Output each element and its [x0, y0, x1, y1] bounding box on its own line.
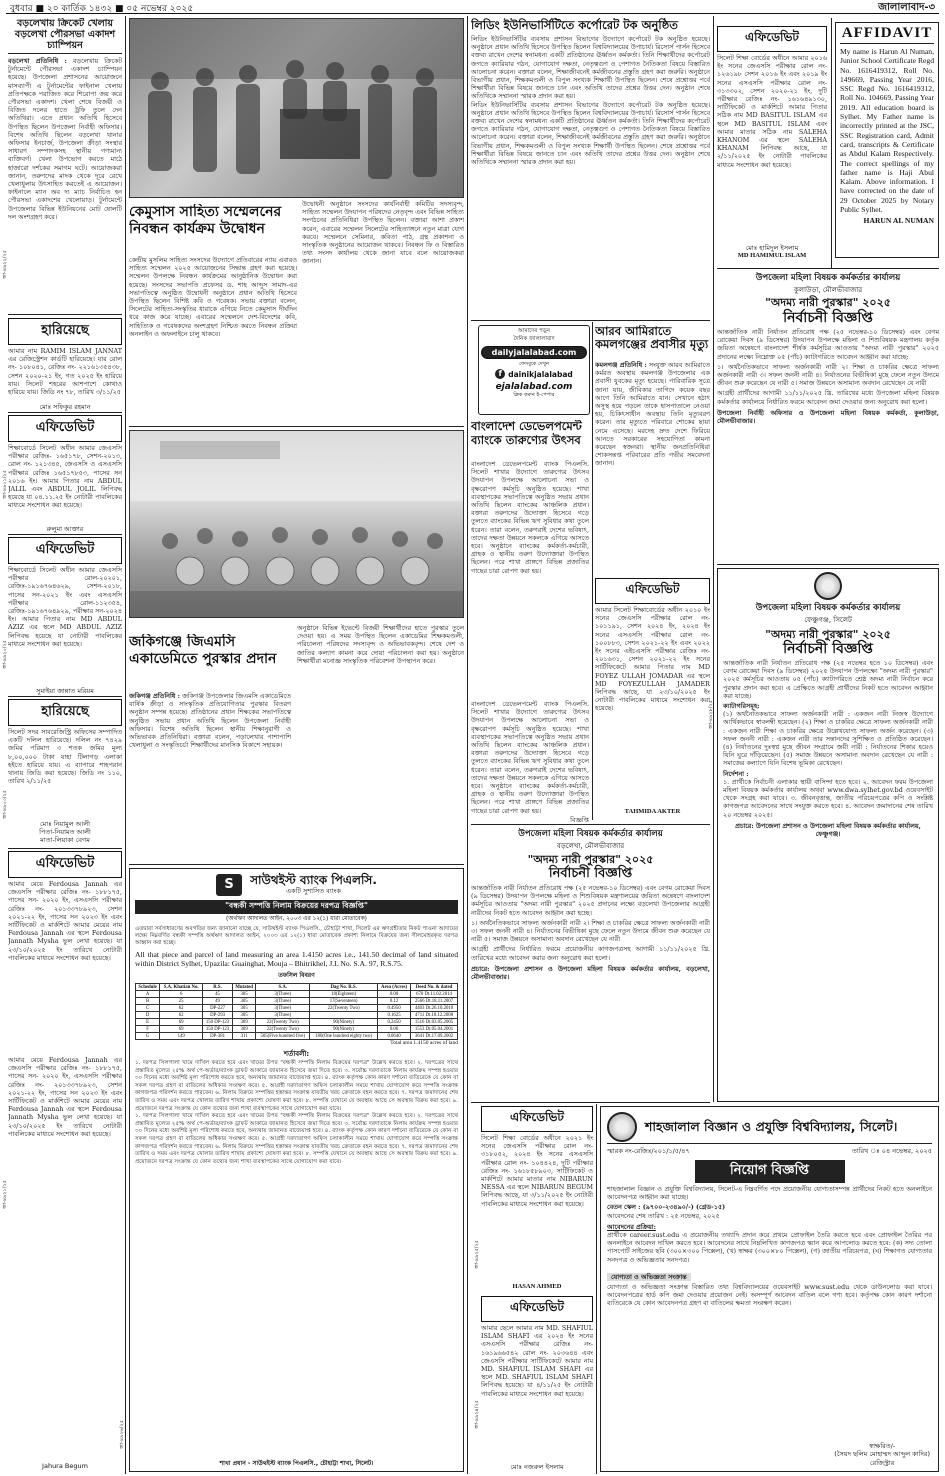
table-cell: 3(Three): [256, 998, 310, 1005]
ref-number: জা-৪৯২৬/২৫: [119, 1420, 125, 1449]
sust-qual-title: যোগ্যতা ও অভিজ্ঞতা সংক্রান্ত: [607, 1273, 691, 1281]
table-cell: 505(Five hundred five): [256, 1033, 310, 1040]
table-cell: 6: [160, 991, 203, 998]
lost-body: সিলেট সদর সাবরেজিস্ট্রি অফিসের সম্পাদিত একটি দলিল হারিয়েছে। দলিল নং ৭৪২৯ জমির পরিমাণ ৩ শতক জমির মূল্য ৮,০০,০০০ টাকা যাহা টিলাগড় এলাকা হইতে হারিয়ে যায়। এ ব্যাপারে শাহপরান থানায় জিডি করা হয়েছে। জিডি নং ১১০, তারিখ ২/১১/২৫: [8, 728, 122, 786]
government-emblem-icon: [814, 572, 842, 600]
affidavit-en-title: AFFIDAVIT: [840, 25, 934, 44]
mohila-categories: ১। অর্থনৈতিকভাবে সাফল্য অর্জনকারী নারী ২। শিক্ষা ও চাকরির ক্ষেত্রে সাফল্য অর্জনকারী নারী ৩। সফল জননী নারী ৪। নির্যাতনের বিভীষিকা মুছে ফেলে নতুন উদ্যমে জীবন শুরু করেছেন যে নারী ৫। সমাজ উন্নয়নে অসামান্য অবদান রেখেছেন যে নারী: [717, 362, 939, 388]
jmc-body-2: অনুষ্ঠানে বিভিন্ন ইভেন্টে বিজয়ী শিক্ষার্থীদের হাতে পুরস্কার তুলে দেওয়া হয়। এ সময় উপস্থিত ছিলেন একাডেমির শিক্ষকমণ্ডলী, পরিচালনা পরিষদের সদস্যবৃন্দ ও অভিভাবকবৃন্দ। শেষে দেশ ও জাতির কল্যাণ কামনা করে দোয়া পরিচালনা করা হয়। অনুষ্ঠানে শিক্ষার্থীরা মনোজ্ঞ সাংস্কৃতিক পরিবেশনা উপস্থাপন করে।: [297, 624, 464, 665]
sust-deadline: আবেদনের শেষ তারিখ : ২৫ নভেম্বর, ২০২৫: [607, 1211, 720, 1220]
mohila-kulaura-notice: [717, 272, 939, 562]
affidavit-sign: সুমাইয়া জান্নাত মরিয়ম: [36, 687, 94, 695]
affidavit-sign: মোঃ হামিদুল ইসলাম: [745, 244, 799, 252]
sust-memo-row: [607, 1146, 932, 1157]
table-cell: 17(Seventeen): [310, 998, 378, 1005]
table-cell: B: [136, 998, 160, 1005]
table-cell: 311: [232, 1033, 255, 1040]
sust-intro: শাহজালাল বিজ্ঞান ও প্রযুক্তি বিশ্ববিদ্যালয়, সিলেট-এ নিম্নবর্ণিত পদে প্রয়োজনীয় যোগ্যতাসম্পন্ন প্রার্থীদের নিকট হতে অনলাইনে আবেদনপত্র আহ্বান করা যাচ্ছে।: [607, 1185, 932, 1202]
sust-sign-name: (সৈয়দ ছলিম মোহাম্মদ আব্দুল কাদির): [834, 1450, 930, 1458]
masthead: [6, 0, 939, 14]
page-date: বুধবার ■ ২০ কার্তিক ১৪৩২ ■ ০৫ নভেম্বর ২০২৫: [10, 4, 194, 14]
promo-banner: [478, 325, 590, 415]
promo-web-link[interactable]: dailyjalalabad.com: [481, 346, 587, 359]
table-cell: 4711 Dt.18.12.2008: [411, 1012, 458, 1019]
table-cell: 305: [232, 1005, 255, 1012]
mohila-award: "অদম্য নারী পুরস্কার" ২০২৫: [765, 628, 891, 641]
event-photo: [129, 18, 464, 198]
mohila-borolekha-notice: [471, 828, 710, 1100]
lost-sign: মোঃ নিয়ামুল আলী: [40, 820, 90, 828]
table-cell: 1516 Dt.03.05.2005: [411, 1019, 458, 1026]
table-cell: C: [136, 1005, 160, 1012]
lost-body: আমার নাম RAMIM ISLAM JANNAT এর রেজিস্ট্রেশন কার্ডটি হারিয়েছে। যার রোল নং- ১০৮০৪১, রেজিঃ নং- ২২১৬১৩৫৪৩৮, সেশন ২০২০-২১ ইং, গত ২০২৫ ইং হারিয়ে যায়। সিলেট শহরের আশপাশে কোথাও হারিয়ে যায়। জিডি নং ৭৮, তারিখ ৩/১১/২৫: [8, 347, 122, 397]
leading-uni-body-cont: লিডিং ইউনিভার্সিটির ব্যবসায় প্রশাসন বিভাগের উদ্যোগে কর্পোরেট টক অনুষ্ঠিত হয়েছে। অনুষ্ঠানে প্রধান অতিথি হিসেবে উপস্থিত ছিলেন বিশ্ববিদ্যালয়ের উপাচার্য। রিসোর্স পার্সন হিসেবে বক্তব্য রাখেন দেশের স্বনামধন্য একটি প্রতিষ্ঠানের ঊর্ধ্বতন কর্মকর্তা। তিনি শিক্ষার্থীদের কর্পোরেট জগতে ক্যারিয়ার গঠন, যোগাযোগ দক্ষতা, নেতৃত্বগুণ ও পেশাগত নৈতিকতা বিষয়ে বিস্তারিত আলোচনা করেন। বক্তারা বলেন, শিক্ষাজীবনেই কর্মজীবনের প্রস্তুতি গ্রহণ করা জরুরি। অনুষ্ঠানে বিভাগীয় প্রধান, শিক্ষকমণ্ডলী ও বিপুল সংখ্যক শিক্ষার্থী উপস্থিত ছিলেন। শেষে প্রশ্নোত্তর পর্বে শিক্ষার্থীরা বিভিন্ন বিষয়ে জানতে চান এবং অতিথি তাদের প্রশ্নের উত্তর দেন। অনুষ্ঠান শেষে অতিথিকে সম্মাননা স্মারক প্রদান করা হয়।: [471, 100, 710, 167]
mohila-outro: আগ্রহী প্রার্থীদের নির্ধারিত ফরমে প্রয়োজনীয় কাগজপত্রসহ আগামী ১১/১১/২০২৫ খ্রি. তারিখের মধ্যে আবেদন করার জন্য অনুরোধ করা হলো।: [471, 945, 710, 962]
mohila-outro: আগ্রহী প্রার্থীদের আগামী ১১/১১/২০২৫ খ্রি. তারিখের মধ্যে উপজেলা মহিলা বিষয়ক কর্মকর্তার কার্যালয়ে নির্ধারিত ফরমে আবেদন জমা দেওয়ার জন্য অনুরোধ করা হলো।: [717, 389, 939, 406]
table-header: Area (Acres): [378, 984, 411, 991]
table-cell: 305: [232, 998, 255, 1005]
lost-heading: হারিয়েছে: [8, 699, 122, 726]
table-cell: 2566 Dt.18.11.2007: [411, 998, 458, 1005]
arab-headline-box: [595, 325, 710, 359]
affidavit-en-body: My name is Harun Al Numan, Junior School Certificate Regd No. 1616419312, Roll No. 149669, Passing Year 2016, SSC Regd No. 1616419312, Roll No. 104669, Passing Year 2019. All education board is Sylhet. My Father name is incorrectly printed at the JSC, SSC Registration card, Admit card, transcripts & Certificate as Abdul Kalam Respectively. The correct spellings of my father name is Haji Abul Kalam. Above information. I have corrected on the date of 29 October 2025 by Notary Public Sylhet.: [840, 47, 934, 215]
sust-qual: যোগ্যতা ও অভিজ্ঞতা সংক্রান্ত বিস্তারিত তথ্য বিশ্ববিদ্যালয়ের ওয়েবসাইট www.sust.edu থেকে ডাউনলোড করা যাবে। আবেদনপত্রের হার্ড কপি জমা দেওয়ার প্রয়োজন নেই। অসম্পূর্ণ আবেদন বাতিল বলে গণ্য হবে। কর্তৃপক্ষ কোন কারণ দর্শানো ব্যতিরেকে যে কোন আবেদনপত্র গ্রহণ বা বাতিলের ক্ষমতা সংরক্ষণ করেন।: [607, 1282, 932, 1308]
table-header: S.A.: [256, 984, 310, 991]
affidavit-shafi: [481, 1296, 593, 1456]
bd-sign: বিজ্ঞপ্তি: [570, 816, 589, 824]
mohila-intro: আন্তর্জাতিক নারী নির্যাতন প্রতিরোধ পক্ষ (২৫ নভেম্বর-১০ ডিসেম্বর) এবং বেগম রোকেয়া দিবস (৯ ডিসেম্বর) উদযাপন উপলক্ষে মহিলা ও শিশুবিষয়ক মন্ত্রণালয়ের জয়িতা অন্বেষণে বাংলাদেশ কর্মসূচির আওতায় "অদম্য নারী পুরস্কার" ২০২৫ প্রদানের লক্ষ্যে বড়লেখা উপজেলার আগ্রহী নারীদের নিকট হতে আবেদন আহ্বান করা হচ্ছে।: [471, 884, 710, 917]
table-cell: 0.4950: [378, 1005, 411, 1012]
table-cell: 3(Three): [256, 1005, 310, 1012]
table-cell: 0.0640: [378, 1033, 411, 1040]
table-cell: 22(Twenty Two): [256, 1019, 310, 1026]
arab-body: সংযুক্ত আরব আমিরাতে কর্মরত অবস্থায় কমলগঞ্জ উপজেলার এক প্রবাসী যুবকের মৃত্যু হয়েছে। পারিবারিক সূত্রে জানা যায়, জীবিকার তাগিদে কয়েক বছর আগে তিনি আমিরাতে যান। সেখানে হঠাৎ অসুস্থ হয়ে পড়লে তাকে হাসপাতালে নেওয়া হয়, চিকিৎসাধীন অবস্থায় তিনি মৃত্যুবরণ করেন। তার মৃত্যুতে পরিবারে শোকের ছায়া নেমে এসেছে। মরদেহ দ্রুত দেশে ফিরিয়ে আনতে সরকারের সহযোগিতা কামনা করেছেন স্বজনরা। স্থানীয় জনপ্রতিনিধিরা শোকসন্তপ্ত পরিবারের প্রতি গভীর সমবেদনা জানান।: [595, 361, 710, 468]
affidavit-heading: এফিডেভিট: [595, 578, 710, 604]
table-cell: D: [136, 1012, 160, 1019]
sust-proc-title: আবেদনের প্রক্রিয়া:: [607, 1222, 656, 1231]
table-cell: 309: [232, 1019, 255, 1026]
lost-sign-block: [8, 820, 122, 844]
table-cell: 309: [232, 1026, 255, 1033]
sust-job-notice: [600, 1106, 939, 1472]
table-cell: 0.06: [378, 1026, 411, 1033]
table-cell: DP-293: [203, 1012, 233, 1019]
lost-sign-father: পিতা-নিয়ামত আলী: [39, 828, 91, 836]
bank-footer: শাখা প্রধান - সাউথইস্ট ব্যাংক পিএলসি., চৌহাট্টা শাখা, সিলেট।: [219, 1460, 374, 1467]
mohila-place: ফেঞ্চুগঞ্জ, সিলেট: [804, 616, 852, 624]
table-row: [136, 1012, 458, 1019]
table-cell: 670 Dt.11.02.2014: [411, 991, 458, 998]
promo-site-link[interactable]: ejalalabad.com: [495, 382, 573, 392]
leading-uni-article: [471, 18, 710, 318]
affidavit-body: আমার মেয়ে Ferdousa Jannah এর জেএসসি পরীক্ষার রেজিঃ নং- ১৮৮১৭৫, পাসের সন- ২০২০ ইং, এসএসসি পরীক্ষার রেজিঃ নং- ২০১৩৩৭৮৯২৩, সেশন ২০২১-২২ ইং, পাসের সন ২০২৩ ইং এবং সার্টিফিকেট ও মার্কশিটে আমার মেয়ের নাম Ferdousa Jannah এর স্থলে Ferdousa Jannath Mysha ভুল লেখা হয়েছে। যা ২৩/১০/২০২৫ ইং তারিখে নোটারী পাবলিকের মাধ্যমে সংশোধন করা হয়েছে।: [8, 880, 122, 962]
bd-body-cont: বাংলাদেশ ডেভেলপমেন্ট ব্যাংক পিএলসি. সিলেট শাখার উদ্যোগে তারুণ্যের উৎসব উদযাপন উপলক্ষে আলোচনা সভা ও বৃক্ষরোপণ কর্মসূচি অনুষ্ঠিত হয়েছে। শাখা ব্যবস্থাপকের সভাপতিত্বে অনুষ্ঠিত সভায় প্রধান অতিথি ছিলেন ব্যাংকের আঞ্চলিক প্রধান। বক্তারা তরুণদের উদ্যোক্তা হিসেবে গড়ে তুলতে ব্যাংকের বিভিন্ন ঋণ সুবিধার কথা তুলে ধরেন। তারা বলেন, তরুণরাই দেশের ভবিষ্যৎ, তাদের দক্ষতা উন্নয়নে সকলকে এগিয়ে আসতে হবে। অনুষ্ঠানে ব্যাংকের কর্মকর্তা-কর্মচারী, গ্রাহক ও স্থানীয় তরুণ উদ্যোক্তারা উপস্থিত ছিলেন। পরে শাখা প্রাঙ্গণে বিভিন্ন প্রজাতির গাছের চারা রোপণ করা হয়।: [471, 700, 589, 815]
table-cell: 22(Twenty Two): [256, 1026, 310, 1033]
table-cell: 69: [160, 1019, 203, 1026]
table-cell: 305: [232, 991, 255, 998]
table-cell: 0.2450: [378, 1019, 411, 1026]
mohila-sign: প্রচারে: উপজেলা প্রশাসন ও উপজেলা মহিলা বিষয়ক কর্মকর্তার কার্যালয়, বড়লেখা, মৌলভীবাজার।: [471, 964, 710, 982]
table-row: [136, 1019, 458, 1026]
affidavit-heading: এফিডেভিট: [717, 26, 827, 52]
table-cell: 62: [160, 1012, 203, 1019]
sust-proc: প্রার্থীকে career.sust.edu এ প্রয়োজনীয় তথ্যাদি প্রদান করে প্রথমে প্রোফাইল তৈরি করতে হবে এবং প্রোফাইল তৈরির পর অনলাইনে আবেদন দাখিল করতে হবে। আবেদনের সাথে নিম্নলিখিত কাগজপত্র স্ক্যান করে আপলোড করতে হবে: (ক) সদ্য তোলা পাসপোর্ট সাইজের ছবি (৩০০×৩০০ পিক্সেল), (খ) স্বাক্ষর (৩০০×৮০ পিক্সেল), (গ) জাতীয় পরিচয়পত্র, (ঘ) শিক্ষাগত যোগ্যতার সনদপত্র ও অভিজ্ঞতার সনদপত্র।: [607, 1231, 932, 1264]
mohila-sign: উপজেলা নির্বাহী অফিসার ও উপজেলা মহিলা বিষয়ক কর্মকর্তা, কুলাউড়া, মৌলভীবাজার।: [717, 408, 939, 426]
affidavit-heading: এফিডেভিট: [8, 415, 122, 442]
university-logo-icon: [607, 1112, 637, 1142]
mohila-intro: আন্তর্জাতিক নারী নির্যাতন প্রতিরোধ পক্ষ (২৫ নভেম্বর-১০ ডিসেম্বর) এবং বেগম রোকেয়া দিবস (৯ ডিসেম্বর) উদযাপন উপলক্ষে মহিলা ও শিশুবিষয়ক মন্ত্রণালয় কর্তৃক জয়িতা অন্বেষণে বাংলাদেশ শীর্ষক কর্মসূচির আওতায় "অদম্য নারী পুরস্কার" ২০২৫ প্রদানের লক্ষ্যে নিম্নোক্ত ০৫ (পাঁচ) ক্যাটাগরিতে আবেদন আহ্বান করা যাচ্ছে:: [717, 328, 939, 361]
bank-terms-repeat: ১. দরপত্র সিলগালা খামে দাখিল করতে হবে এবং খামের উপর "বন্ধকী সম্পত্তি নিলাম বিক্রয়ের দরপত্র" উল্লেখ করতে হবে। ২. দরপত্রের সাথে প্রস্তাবিত মূল্যের ২৫% অর্থ পে-অর্ডার/ব্যাংক ড্রাফট আকারে জামানত হিসেবে জমা দিতে হবে। ৩. সর্বোচ্চ দরদাতাকে নিলাম কার্যক্রম সম্পন্ন হওয়ার ৩০ দিনের মধ্যে অবশিষ্ট মূল্য পরিশোধ করতে হবে, অন্যথায় জামানত বাজেয়াপ্ত হবে। ৪. ব্যাংক কর্তৃপক্ষ কোন কারণ দর্শানো ব্যতিরেকে যে কোন বা সকল দরপত্র গ্রহণ বা বাতিলের অধিকার সংরক্ষণ করে। ৫. আগ্রহী দরদাতাগণ অফিস চলাকালীন সময়ে শাখায় যোগাযোগ করে সম্পত্তি সংক্রান্ত কাগজপত্র পরিদর্শন করতে পারবেন। ৬. নিলাম বিক্রয়ে সম্পত্তির হস্তান্তর সংক্রান্ত যাবতীয় খরচ ক্রেতাকে বহন করতে হবে। ৭. দরপত্র জমাদানের শেষ তারিখ ও সময় এবং দরপত্র খোলার তারিখ শাখায় প্রকাশ্যে ঘোষণা করা হবে। ৮. সম্পত্তি যেখানে যে অবস্থায় আছে সে অবস্থায় বিক্রয় করা হবে। ৯. প্রয়োজনে দরপত্র সংক্রান্ত যে কোন তথ্যের জন্য শাখা ব্যবস্থাপকের সাথে যোগাযোগ করা যাবে।: [135, 1113, 458, 1165]
mohila-rules: ১. প্রার্থীকে নির্বাচনী এলাকার স্থায়ী বাসিন্দা হতে হবে। ২. আবেদন ফরম উপজেলা মহিলা বিষয়ক কর্মকর্তার কার্যালয় অথবা www.dwa.sylhet.gov.bd ওয়েবসাইট থেকে সংগ্রহ করা যাবে। ৩. জীবনবৃত্তান্ত, জাতীয় পরিচয়পত্রের কপি ও সংশ্লিষ্ট কাগজপত্র আবেদনের সাথে সংযুক্ত করতে হবে। ৪. আবেদন জমাদানের শেষ তারিখ ২০ নভেম্বর ২০২৫।: [723, 777, 933, 819]
award-photo: [129, 430, 464, 618]
promo-top: আমাদের পড়ুন: [518, 328, 550, 334]
ref-number: জা-৪৯০৩/২৫: [2, 790, 8, 819]
jmc-byline: জকিগঞ্জ প্রতিনিধি :: [129, 692, 181, 700]
table-cell: 1553 Dt.05.04.2001: [411, 1026, 458, 1033]
table-row: [136, 1005, 458, 1012]
bd-headline: বাংলাদেশ ডেভেলপমেন্ট ব্যাংকে তারুণ্যের উৎসব: [471, 420, 582, 447]
bank-table-caption: তফসিল বিবরণ: [278, 972, 315, 979]
table-cell: 3(Three): [256, 991, 310, 998]
affidavit-body: সিলেট শিক্ষা বোর্ডের অধীনে ২০২১ ইং সনের জেএসসি পরীক্ষার রোল নং- ৩১৮০৫২, ২০২৪ ইং সনের এসএসসি পরীক্ষার রোল নং- ১০৪৪২৪, দুটি পরীক্ষার রেজিঃ নং- ১৬১৮৫৮৯০৩, সার্টিফিকেট ও মার্কশিটে আমার মাতার নাম NIBARUN NESSA এর স্থলে NIBARUN BEGUM লিপিবদ্ধ আছে, যা ৩/১১/২০২৫ ইং নোটারী পাবলিকের মাধ্যমে সংশোধন করা হয়েছে।: [481, 1134, 593, 1208]
people-figures: [130, 19, 464, 198]
bank-notice-sub: (অর্থঋণ আদালত আইন, ২০০৩ এর ১২(১) ধারা মোতাবেক): [226, 916, 367, 922]
affidavit-1: [8, 415, 122, 523]
sust-signature-block: [834, 1442, 930, 1468]
lost-sign-mother: মাতা-লিয়াকা বেগম: [40, 836, 90, 844]
cricket-headline: বড়লেখায় ক্রিকেট খেলায় বড়লেখা পৌরসভা একাদশ চ্যাম্পিয়ন: [8, 18, 122, 54]
table-cell: 49: [203, 998, 233, 1005]
table-row: [136, 1033, 458, 1040]
bd-headline-box: [471, 420, 589, 456]
table-cell: E: [136, 1019, 160, 1026]
affidavit-tahmida: [595, 578, 710, 806]
mohila-sign: প্রচারে: উপজেলা প্রশাসন ও উপজেলা মহিলা বিষয়ক কর্মকর্তার কার্যালয়, ফেঞ্চুগঞ্জ।: [735, 821, 921, 839]
sust-date: তারিখ ঃ ০৪ নভেম্বর, ২০২৫: [851, 1147, 932, 1155]
bank-table-total: Total area 1.4150 acres of land: [390, 1040, 458, 1046]
ref-number: জা-৪৯২৮/২৫: [708, 700, 714, 729]
table-row: [136, 1026, 458, 1033]
table-cell: 150 DP-123: [203, 1026, 233, 1033]
affidavit-heading: এফিডেভিট: [481, 1106, 593, 1132]
brand-logo: জালালাবাদ-৩: [878, 2, 935, 13]
table-header: Schedule: [136, 984, 160, 991]
table-cell: 25: [160, 998, 203, 1005]
ref-number: জা-৪৯২২/২৫: [2, 250, 8, 279]
jmc-headline-box: [129, 634, 291, 690]
affidavit-body: আমার সিলেট শিক্ষাবোর্ডের অধীন ২০১০ ইং সনের জেএসসি পরীক্ষার রোল নং- ১০১১৯১, সেশন ২০২৪ ইং, ২০২৪ ইং সনের এসএসসি পরীক্ষার রোল নং- ১০০৮৮৩, সেশন ২০২১-২২ ইং এবং ২০২২ ইং সনের এইচএসসি পরীক্ষার রেজিঃ নং- ২০১৬৩১, সেশন ২০২১-২২ ইং সনের সার্টিফিকেটে আমার পিতার নাম MD FOYEZ ULLAH JOMADAR এর স্থলে MD FOYEZULLAH JAMADER লিপিবদ্ধ আছে, যা ২৩/১০/২০২৫ ইং নোটারী পাবলিকের মাধ্যমে সংশোধন করা হয়েছে।: [595, 606, 710, 713]
mohila-office: উপজেলা মহিলা বিষয়ক কর্মকর্তার কার্যালয়: [755, 273, 901, 283]
mohila-notice-title: নির্বাচনী বিজ্ঞপ্তি: [783, 641, 873, 657]
sust-pay: বেতন স্কেল : (৯৭০০-২৩৪৯০/-) (গ্রেড-১৫): [607, 1203, 726, 1212]
sahitya-body-2: উদ্বোধনী অনুষ্ঠানে সংসদের কার্যনির্বাহী কমিটির সদস্যবৃন্দ, সাহিত্য সম্মেলন উদযাপন পরিষদের নেতৃবৃন্দ এবং বিভিন্ন সাহিত্য সংগঠনের প্রতিনিধিরা উপস্থিত ছিলেন। বক্তারা আশা প্রকাশ করেন, এবারের সম্মেলন সিলেটের সাহিত্যাঙ্গনে নতুন মাত্রা যোগ করবে। সম্মেলনে সেমিনার, কবিতা পাঠ, গ্রন্থ প্রকাশনা ও সাংস্কৃতিক অনুষ্ঠানের আয়োজন থাকবে। নিবন্ধন ফি ও বিস্তারিত তথ্য সংসদ কার্যালয় থেকে জানা যাবে বলে আয়োজকরা জানান।: [302, 200, 464, 266]
table-cell: DP-381: [203, 1033, 233, 1040]
jmc-body-1: জকিগঞ্জ উপজেলার জিএমসি একাডেমিতে বার্ষিক ক্রীড়া ও সাংস্কৃতিক প্রতিযোগিতার পুরস্কার বিতরণ অনুষ্ঠান সম্পন্ন হয়েছে। প্রতিষ্ঠানের প্রধান শিক্ষকের সভাপতিত্বে অনুষ্ঠিত সভায় প্রধান অতিথি ছিলেন উপজেলা নির্বাহী অফিসার। বিশেষ অতিথি ছিলেন স্থানীয় শিক্ষানুরাগী ও অভিভাবক প্রতিনিধিরা। বক্তারা বলেন, পড়ালেখার পাশাপাশি খেলাধুলা ও সংস্কৃতিচর্চা শিক্ষার্থীদের মানসিক বিকাশে সহায়ক।: [129, 692, 291, 750]
table-cell: 45: [203, 991, 233, 998]
cricket-body: বড়লেখায় ক্রিকেট টুর্নামেন্টে পৌরসভা একাদশ চ্যাম্পিয়ন হয়েছে। উপজেলা প্রশাসনের আয়োজনে মাসব্যাপী এ টুর্নামেন্টের ফাইনাল খেলায় প্রতিপক্ষকে পরাজিত করে শিরোপা জয় করে পৌরসভা একাদশ। খেলা শেষে বিজয়ী ও বিজিত দলের হাতে ট্রফি তুলে দেন অতিথিরা। এতে প্রধান অতিথি হিসেবে উপস্থিত ছিলেন উপজেলা নির্বাহী অফিসার। বিশেষ অতিথি ছিলেন বড়লেখা থানার অফিসার ইনচার্জ, উপজেলা ক্রীড়া সংস্থার সাধারণ সম্পাদকসহ স্থানীয় গণ্যমান্য ব্যক্তিবর্গ। খেলা উপভোগ করতে মাঠে হাজারো দর্শকের সমাগম ঘটে। আয়োজকরা জানান, তরুণদের মাদক থেকে দূরে রেখে খেলাধুলায় উৎসাহিত করতেই এ আয়োজন। ফাইনালে ম্যান অব দ্য ম্যাচ নির্বাচিত হন পৌরসভা একাদশের খেলোয়াড়। টুর্নামেন্টে উপজেলার বিভিন্ন ইউনিয়নের মোট ষোলটি দল অংশগ্রহণ করে।: [8, 57, 122, 221]
affidavit-hasan: [481, 1106, 593, 1282]
mohila-rules-title: নির্দেশনা :: [723, 769, 749, 778]
table-header: R.S.: [203, 984, 233, 991]
affidavit-heading: এফিডেভিট: [8, 851, 122, 878]
award-stage-figures: [130, 431, 464, 618]
sahitya-body-1: কেন্দ্রীয় মুসলিম সাহিত্য সংসদের উদ্যোগে প্রতিবারের ন্যায় এবারও সাহিত্য সম্মেলন ২০২৫ আয়োজনের সিদ্ধান্ত গ্রহণ করা হয়েছে। সম্মেলন উপলক্ষে নিবন্ধন কার্যক্রমের আনুষ্ঠানিক উদ্বোধন করা হয়েছে। সংসদের সভাপতি প্রফেসর ড. শাহ আব্দুস সামাদ-এর সভাপতিত্বে অনুষ্ঠিত উদ্বোধনী অনুষ্ঠানে প্রধান অতিথি হিসেবে উপস্থিত ছিলেন বিশিষ্ট কবি ও গবেষক। সভায় বক্তারা বলেন, সিলেটের সাহিত্য-সংস্কৃতির ধারাকে এগিয়ে নিতে কেমুসাস দীর্ঘদিন ধরে কাজ করে যাচ্ছে। এবারের সম্মেলনে দেশ-বিদেশের কবি, সাহিত্যিক ও গবেষকদের অংশগ্রহণ নিশ্চিত করতে নিবন্ধন প্রক্রিয়া অনলাইন ও অফলাইনে চালু থাকবে।: [129, 256, 297, 338]
lost-heading: হারিয়েছে: [8, 318, 122, 345]
facebook-icon: f: [495, 369, 505, 379]
bank-schedule-table: [135, 983, 458, 1040]
affidavit-body-cont: আমার মেয়ে Ferdousa Jannah এর জেএসসি পরীক্ষার রেজিঃ নং- ১৮৮১৭৫, পাসের সন- ২০২০ ইং, এসএসসি পরীক্ষার রেজিঃ নং- ২০১৩৩৭৮৯২৩, সেশন ২০২১-২২ ইং, পাসের সন ২০২৩ ইং এবং সার্টিফিকেট ও মার্কশিটে আমার মেয়ের নাম Ferdousa Jannah এর স্থলে Ferdousa Jannath Mysha ভুল লেখা হয়েছে। যা ২৩/১০/২০২৫ ইং তারিখে নোটারী পাবলিকের মাধ্যমে সংশোধন করা হয়েছে।: [8, 1056, 122, 1138]
table-cell: 62: [160, 1005, 203, 1012]
sust-notice-title: নিয়োগ বিজ্ঞপ্তি: [695, 1160, 845, 1183]
affidavit-hamimul: [717, 26, 827, 244]
bd-body: বাংলাদেশ ডেভেলপমেন্ট ব্যাংক পিএলসি. সিলেট শাখার উদ্যোগে তারুণ্যের উৎসব উদযাপন উপলক্ষে আলোচনা সভা ও বৃক্ষরোপণ কর্মসূচি অনুষ্ঠিত হয়েছে। শাখা ব্যবস্থাপকের সভাপতিত্বে অনুষ্ঠিত সভায় প্রধান অতিথি ছিলেন ব্যাংকের আঞ্চলিক প্রধান। বক্তারা তরুণদের উদ্যোক্তা হিসেবে গড়ে তুলতে ব্যাংকের বিভিন্ন ঋণ সুবিধার কথা তুলে ধরেন। তারা বলেন, তরুণরাই দেশের ভবিষ্যৎ, তাদের দক্ষতা উন্নয়নে সকলকে এগিয়ে আসতে হবে। অনুষ্ঠানে ব্যাংকের কর্মকর্তা-কর্মচারী, গ্রাহক ও স্থানীয় তরুণ উদ্যোক্তারা উপস্থিত ছিলেন। পরে শাখা প্রাঙ্গণে বিভিন্ন প্রজাতির গাছের চারা রোপণ করা হয়।: [471, 460, 589, 575]
table-cell: 4403 Dt.26.10.2010: [411, 1005, 458, 1012]
arab-body-wrap: [595, 361, 710, 576]
promo-fb-link[interactable]: dainikjalalabad: [508, 369, 573, 379]
table-cell: 18(Eighteen): [310, 991, 378, 998]
table-cell: 90(Ninety): [310, 1019, 378, 1026]
mohila-place: বড়লেখা, মৌলভীবাজার: [556, 842, 625, 850]
arab-byline: কমলগঞ্জ প্রতিনিধি :: [595, 361, 647, 369]
mohila-place: কুলাউড়া, মৌলভীবাজার: [793, 286, 863, 294]
table-cell: [310, 1012, 378, 1019]
table-cell: G: [136, 1033, 160, 1040]
sahitya-headline: কেমুসাস সাহিত্য সম্মেলনের নিবন্ধন কার্যক্রম উদ্বোধন: [129, 204, 282, 237]
table-cell: 69: [160, 1026, 203, 1033]
table-cell: 22(Twenty Two): [310, 1005, 378, 1012]
ref-number: জা-৪৯২৪/২৫: [474, 1400, 480, 1429]
jmc-headline: জকিগঞ্জে জিএমসি একাডেমিতে পুরস্কার প্রদান: [129, 634, 277, 667]
affidavit-sign-en: MD HAMIMUL ISLAM: [737, 252, 807, 259]
affidavit-3-continued: [8, 1056, 122, 1458]
table-cell: A: [136, 991, 160, 998]
affidavit-heading: এফিডেভিট: [481, 1296, 593, 1322]
affidavit-3: [8, 851, 122, 1053]
table-row: [136, 998, 458, 1005]
mohila-intro: আন্তর্জাতিক নারী নির্যাতন প্রতিরোধ পক্ষ (২৫ নভেম্বর হতে ১০ ডিসেম্বর) এবং বেগম রোকেয়া দিবস (৯ ডিসেম্বর) ২০২৫ উদযাপন উপলক্ষ্যে "অদম্য নারী পুরস্কার" ২০২৫ কর্মসূচির আওতায় ০৫ (পাঁচ) ক্যাটাগরিতে শ্রেষ্ঠ অদম্য নারী নির্বাচন করে পুরস্কার প্রদান করা হবে। এ প্রেক্ষিতে আগ্রহী প্রার্থীদের নিকট হতে আবেদন আহ্বান করা যাচ্ছে।: [723, 659, 933, 700]
affidavit-sign: TAHMIDA AKTER: [624, 808, 681, 815]
ref-number: জা-৪৯২১/২৫: [2, 1180, 8, 1209]
sust-sign-title: রেজিস্ট্রার: [870, 1458, 895, 1467]
sust-name: শাহজালাল বিজ্ঞান ও প্রযুক্তি বিশ্ববিদ্যালয়, সিলেট।: [645, 1118, 898, 1134]
promo-top2: দৈনিক জালালাবাদ: [513, 336, 555, 342]
bank-intro: এতদ্বারা সর্বসাধারণের অবগতির জন্য জানানো যাচ্ছে যে, সাউথইস্ট ব্যাংক পিএলসি., চৌহাট্টা শাখা, সিলেট এর ঋণগ্রহীতার নিকট পাওনা আদায়ের লক্ষ্যে নিম্নবর্ণিত বন্ধকী সম্পত্তি অর্থঋণ আদালত আইন, ২০০৩ এর ১২(১) ধারা মোতাবেক প্রকাশ্য নিলামে বিক্রয়ের জন্য সীলমোহরকৃত দরপত্র আহ্বান করা হচ্ছে।: [135, 926, 458, 946]
affidavit-sign: HASAN AHMED: [512, 1283, 562, 1290]
promo-fb-label: ফেসবুকে দেখুন: [519, 361, 549, 367]
jmc-body-1-wrap: [129, 692, 291, 862]
table-cell: 150 DP-123: [203, 1019, 233, 1026]
mohila-categories: (১) অর্থনৈতিকভাবে সাফল্য অর্জনকারী নারী : একজন নারী নিজস্ব উদ্যোগে আর্থিকভাবে স্বাবলম্বী হয়েছেন। (২) শিক্ষা ও চাকরির ক্ষেত্রে সাফল্য অর্জনকারী নারী : একজন নারী শিক্ষা ও চাকরির ক্ষেত্রে উল্লেখযোগ্য সাফল্য অর্জন করেছেন। (৩) সফল জননী নারী : একজন নারী তার সন্তানদের সুশিক্ষিত ও প্রতিষ্ঠিত করেছেন। (৪) নির্যাতনের দুঃস্বপ্ন মুছে জীবন সংগ্রামে জয়ী নারী : নির্যাতনের শিকার হয়েও যিনি ঘুরে দাঁড়িয়েছেন। (৫) সমাজ উন্নয়নে অসামান্য অবদান রেখেছেন যে নারী : সমাজের কল্যাণে যিনি বিশেষ ভূমিকা রেখেছেন।: [723, 710, 933, 768]
sahitya-headline-box: [129, 204, 297, 254]
arab-headline: আরব আমিরাতে কমলগঞ্জের প্রবাসীর মৃত্যু: [595, 325, 709, 351]
table-header: Mutated: [232, 984, 255, 991]
table-cell: 180(One hundred eighty two): [310, 1033, 378, 1040]
table-cell: DP-227: [203, 1005, 233, 1012]
mohila-award: "অদম্য নারী পুরস্কার" ২০২৫: [527, 853, 654, 866]
mohila-office: উপজেলা মহিলা বিষয়ক কর্মকর্তার কার্যালয়: [755, 603, 901, 613]
affidavit-sign: মোঃ নজরুল ইসলাম: [510, 1463, 564, 1471]
mohila-cats-title: ক্যাটাগরিসমূহ:: [723, 702, 760, 711]
affidavit-sign-block: [717, 244, 827, 260]
cricket-article: [8, 18, 122, 313]
promo-bottom: ক্লিক করুন ই-পেপার: [513, 392, 555, 398]
gov-logo-row: [723, 572, 933, 600]
mohila-notice-title: নির্বাচনী বিজ্ঞপ্তি: [783, 310, 873, 326]
table-cell: 3(Three): [256, 1012, 310, 1019]
bank-notice-title: "বন্ধকী সম্পত্তি নিলাম বিক্রয়ের দরপত্র বিজ্ঞপ্তি": [135, 900, 458, 914]
bank-auction-notice: [129, 868, 464, 1472]
cricket-byline: বড়লেখা প্রতিনিধি :: [8, 57, 67, 65]
table-cell: 90(Ninety): [310, 1026, 378, 1033]
bank-tag: একটি সুশাসিত ব্যাংক: [286, 886, 341, 895]
ref-number: জা-৪৯০১/২৫: [2, 470, 8, 499]
sust-memo: স্মারক নং-রেজিঃ/২০১/১/৫/৪৭: [607, 1147, 690, 1155]
sust-header: [607, 1110, 932, 1144]
mohila-categories: ১। অর্থনৈতিকভাবে সাফল্য অর্জনকারী নারী ২। শিক্ষা ও চাকরির ক্ষেত্রে সাফল্য অর্জনকারী নারী ৩। সফল জননী নারী ৪। নির্যাতনের বিভীষিকা মুছে ফেলে নতুন উদ্যমে জীবন শুরু করেছেন যে নারী ৫। সমাজ উন্নয়নে অসামান্য অবদান রেখেছেন যে নারী: [471, 918, 710, 944]
table-cell: 305: [232, 1012, 255, 1019]
affidavit-sign: Jahura Begum: [42, 1462, 88, 1470]
table-cell: 0.12: [378, 998, 411, 1005]
bank-terms: ১. দরপত্র সিলগালা খামে দাখিল করতে হবে এবং খামের উপর "বন্ধকী সম্পত্তি নিলাম বিক্রয়ের দরপত্র" উল্লেখ করতে হবে। ২. দরপত্রের সাথে প্রস্তাবিত মূল্যের ২৫% অর্থ পে-অর্ডার/ব্যাংক ড্রাফট আকারে জামানত হিসেবে জমা দিতে হবে। ৩. সর্বোচ্চ দরদাতাকে নিলাম কার্যক্রম সম্পন্ন হওয়ার ৩০ দিনের মধ্যে অবশিষ্ট মূল্য পরিশোধ করতে হবে, অন্যথায় জামানত বাজেয়াপ্ত হবে। ৪. ব্যাংক কর্তৃপক্ষ কোন কারণ দর্শানো ব্যতিরেকে যে কোন বা সকল দরপত্র গ্রহণ বা বাতিলের অধিকার সংরক্ষণ করে। ৫. আগ্রহী দরদাতাগণ অফিস চলাকালীন সময়ে শাখায় যোগাযোগ করে সম্পত্তি সংক্রান্ত কাগজপত্র পরিদর্শন করতে পারবেন। ৬. নিলাম বিক্রয়ে সম্পত্তির হস্তান্তর সংক্রান্ত যাবতীয় খরচ ক্রেতাকে বহন করতে হবে। ৭. দরপত্র জমাদানের শেষ তারিখ ও সময় এবং দরপত্র খোলার তারিখ শাখায় প্রকাশ্যে ঘোষণা করা হবে। ৮. সম্পত্তি যেখানে যে অবস্থায় আছে সে অবস্থায় বিক্রয় করা হবে। ৯. প্রয়োজনে দরপত্র সংক্রান্ত যে কোন তথ্যের জন্য শাখা ব্যবস্থাপকের সাথে যোগাযোগ করা যাবে।: [135, 1060, 458, 1112]
table-cell: 3641 Dt.17.09.2002: [411, 1033, 458, 1040]
table-cell: F: [136, 1026, 160, 1033]
table-header: Dag No. R.S.: [310, 984, 378, 991]
affidavit-body: আমার ছেলে আমার নাম MD. SHAFIUL ISLAM SHAFI এর ২০২৪ ইং সনের এসএসসি পরীক্ষার রেজিঃ নং- ১৬১৯৬৬৫৪২ রোল নং- ২০৩৬৪৪ এবং জেএসসি পরীক্ষার সার্টিফিকেটে আমার নাম MD. SHAFIUL ISLAM SHAFI এর স্থলে MD. SHAFIUL ISLAM SHAFI লিপিবদ্ধ হয়েছে। যা ৪/১১/২৫ ইং নোটারী পাবলিকের মাধ্যমে সংশোধন করা হয়েছে।: [481, 1324, 593, 1398]
sust-sign-label: স্বাক্ষরিত/-: [869, 1441, 896, 1450]
mohila-office: উপজেলা মহিলা বিষয়ক কর্মকর্তার কার্যালয়: [518, 829, 663, 839]
table-header-row: [136, 984, 458, 991]
affidavit-heading: এফিডেভিট: [8, 537, 122, 564]
affidavit-body: শিক্ষাবোর্ডে সিলেট অধীন আমার জেএসসি পরীক্ষার রোল-২০২০১, রেজিঃ-১৯১৬৭৬৪৬২৯, সেশন-২০১৮, পাসের সন-২০২১ ইং এবং এসএসসি পরীক্ষার রোল-১১২৩৫৪, রেজিঃ-১৯১৬৭৬৪৯২৯, পরীক্ষার সন-২০২৪ ইং। আমার পিতার নাম MD ABDUL AZIZ এর স্থলে MD ABDUL AZIZ লিপিবদ্ধ হয়েছে যা নোটারী পাবলিকের মাধ্যমে সংশোধন করা হয়েছে।: [8, 566, 122, 648]
affidavit-en-sign: HARUN AL NUMAN: [863, 216, 934, 226]
lost-sign: মোঃ সফিকুর রহমান: [39, 403, 91, 411]
table-header: Deed No. & dated: [411, 984, 458, 991]
mohila-notice-title: নির্বাচনী বিজ্ঞপ্তি: [548, 866, 633, 881]
bank-name: সাউথইস্ট ব্যাংক পিএলসি.: [250, 872, 377, 887]
bank-terms-title: শর্তাবলী:: [283, 1050, 310, 1058]
affidavit-body: সিলেট শিক্ষা বোর্ডের অধীনে আমার ২০১৬ ইং সনের জেএসসি পরীক্ষার রোল নং- ১২৬১৯৮ সেশন ২০১৬ ইং এবং ২০১৯ ইং সনের এসএসসি পরীক্ষার রোল নং- ৩১৩৩০২, সেশন ২০২০-২১ ইং, দুটি পরীক্ষার রেজিঃ নং- ১৬১৬৪৯১৩০, সার্টিফিকেট ও মার্কশিটে আমার পিতার সঠিক নাম MD BASITUL ISLAM এর স্থলে MD BASITUL ISLAM এবং আমার মাতার সঠিক নাম SALEHA KHANOM এর স্থলে SALEHA KHANAM লিপিবদ্ধ আছে, যা ২/১১/২০২৫ ইং নোটারী পাবলিকের মাধ্যমে সংশোধন করা হয়েছে।: [717, 54, 827, 169]
ref-number: জা-৪৯২০/২৫: [2, 640, 8, 669]
mohila-award: "অদম্য নারী পুরস্কার" ২০২৫: [765, 296, 891, 309]
affidavit-sign: রুলুমা আক্তার: [46, 525, 84, 533]
table-cell: 149: [160, 1033, 203, 1040]
table-cell: 0.1625: [378, 1012, 411, 1019]
leading-uni-headline: লিডিং ইউনিভার্সিটিতে কর্পোরেট টক অনুষ্ঠিত: [471, 18, 678, 32]
table-row: [136, 991, 458, 998]
table-header: S.A. Khatian No.: [160, 984, 203, 991]
lost-notice-2: [8, 699, 122, 819]
mohila-fenchuganj-notice: [717, 568, 939, 1102]
affidavit-body: শিক্ষাবোর্ডে সিলেট অধীন আমার জেএসসি পরীক্ষার রেজিঃ- ১৬৫১৭৮, সেশন-২০১৩, রোল নং- ১২১৩৪৫, জেএসসি ও এসএসসি পরীক্ষার রেজিঃ ১৬৫১৭৮৫৩, পাসের সন ২০১৬ ইং। আমার পিতার নাম ABDUL JALIL এবং ABDUL JOLIL লিপিবদ্ধ হয়েছে যা ০৪.১১.২৫ ইং নোটারী পাবলিকের মাধ্যমে সংশোধন করা হয়েছে।: [8, 444, 122, 510]
bank-header: [135, 872, 458, 898]
lost-notice-1: [8, 318, 122, 400]
ref-number: জা-৪৯২৫/২৫: [474, 1240, 480, 1269]
affidavit-2: [8, 537, 122, 687]
bank-logo-icon: S: [216, 874, 242, 896]
promo-fb-row: [481, 369, 587, 379]
table-cell: 0.00: [378, 991, 411, 998]
leading-uni-body: লিডিং ইউনিভার্সিটির ব্যবসায় প্রশাসন বিভাগের উদ্যোগে কর্পোরেট টক অনুষ্ঠিত হয়েছে। অনুষ্ঠানে প্রধান অতিথি হিসেবে উপস্থিত ছিলেন বিশ্ববিদ্যালয়ের উপাচার্য। রিসোর্স পার্সন হিসেবে বক্তব্য রাখেন দেশের স্বনামধন্য একটি প্রতিষ্ঠানের ঊর্ধ্বতন কর্মকর্তা। তিনি শিক্ষার্থীদের কর্পোরেট জগতে ক্যারিয়ার গঠন, যোগাযোগ দক্ষতা, নেতৃত্বগুণ ও পেশাগত নৈতিকতা বিষয়ে বিস্তারিত আলোচনা করেন। বক্তারা বলেন, শিক্ষাজীবনেই কর্মজীবনের প্রস্তুতি গ্রহণ করা জরুরি। অনুষ্ঠানে বিভাগীয় প্রধান, শিক্ষকমণ্ডলী ও বিপুল সংখ্যক শিক্ষার্থী উপস্থিত ছিলেন। শেষে প্রশ্নোত্তর পর্বে শিক্ষার্থীরা বিভিন্ন বিষয়ে জানতে চান এবং অতিথি তাদের প্রশ্নের উত্তর দেন। অনুষ্ঠান শেষে অতিথিকে সম্মাননা স্মারক প্রদান করা হয়।: [471, 35, 710, 101]
affidavit-english: [835, 22, 939, 258]
bank-property-line: All that piece and parcel of land measuring an area 1.4150 acres i.e., 141.50 decimal of land situated within District Sylhet, Upazila: Guainghat, Mouja – Bhitrikhel, J.L No. S.A. 97, R.S.75.: [135, 950, 458, 968]
